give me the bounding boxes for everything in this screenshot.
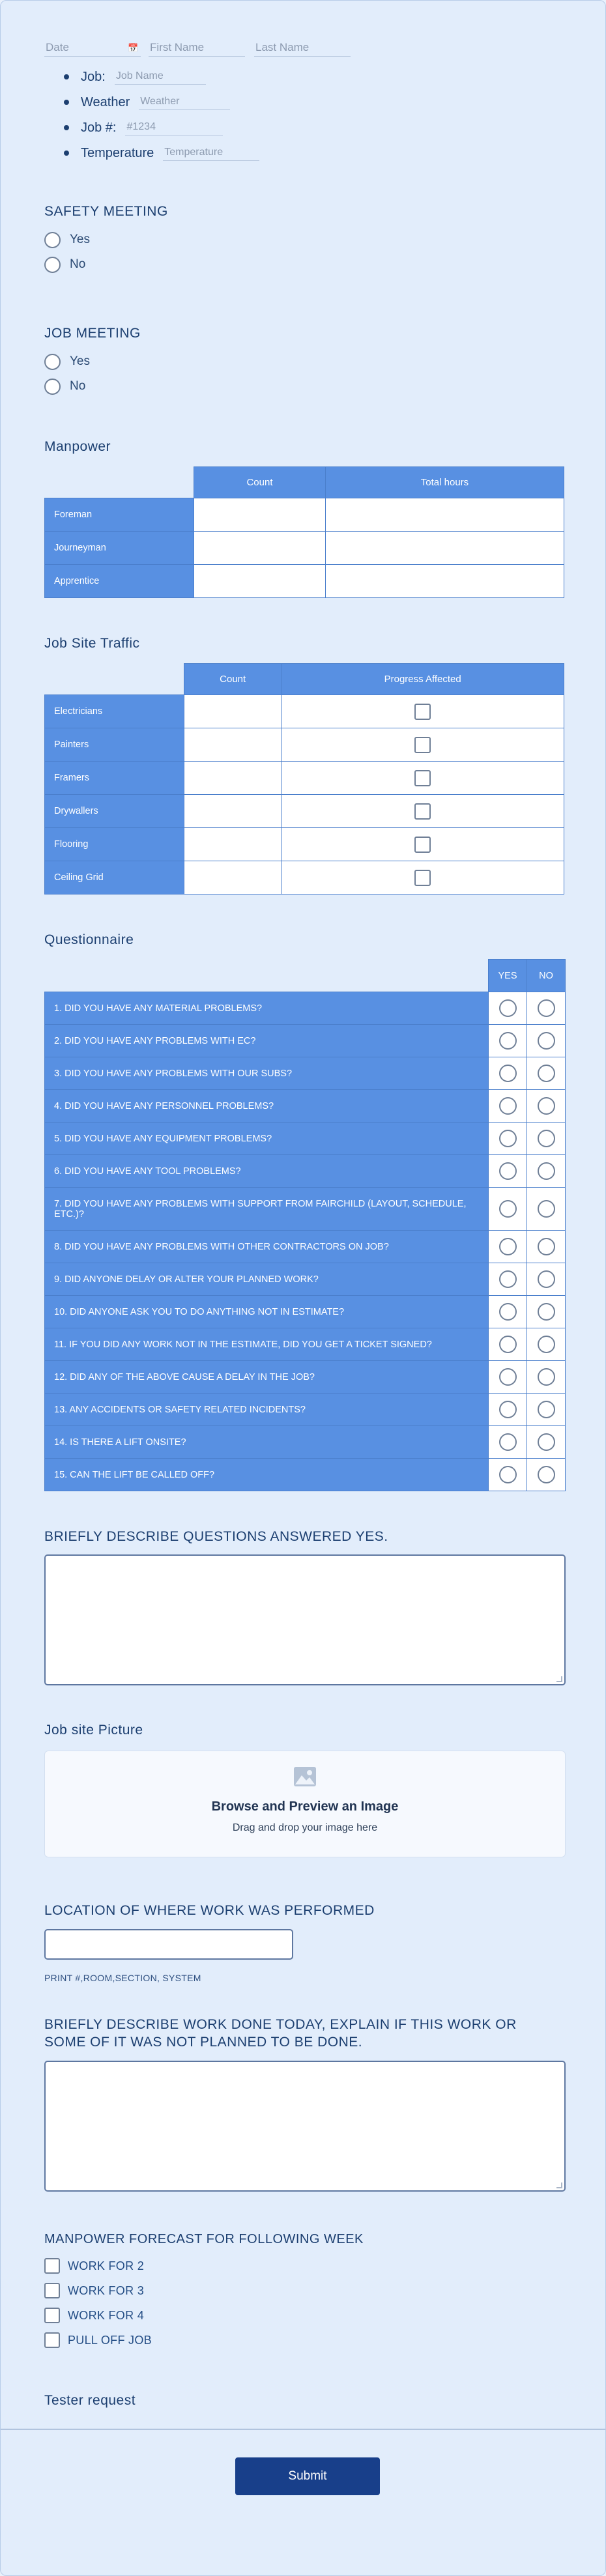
table-row <box>45 762 564 795</box>
no-cell <box>527 1123 566 1155</box>
job-meeting-options <box>44 349 562 399</box>
yes-radio[interactable] <box>499 1270 517 1288</box>
row-label: Ceiling Grid <box>45 861 184 894</box>
count-cell[interactable] <box>184 695 281 728</box>
option-label: Yes <box>70 233 90 246</box>
question-row <box>45 1263 566 1296</box>
progress-checkbox[interactable] <box>414 803 431 820</box>
row-label: Foreman <box>45 498 194 532</box>
empty-corner <box>45 664 184 695</box>
job-meeting-no-option[interactable] <box>44 374 562 399</box>
image-icon-wrap <box>45 1751 565 1790</box>
no-radio[interactable] <box>538 1401 555 1418</box>
job-number-input[interactable] <box>125 120 223 136</box>
bullet <box>64 150 69 156</box>
progress-checkbox[interactable] <box>414 737 431 753</box>
upload-subtitle: Drag and drop your image here <box>232 1822 378 1833</box>
manpower-table <box>44 466 564 598</box>
question-text: 3. DID YOU HAVE ANY PROBLEMS WITH OUR SUBS? <box>45 1057 489 1090</box>
manpower-title: Manpower <box>44 439 111 454</box>
progress-cell <box>281 861 564 894</box>
column-header: Count <box>194 467 326 498</box>
empty-corner <box>45 960 489 992</box>
yes-radio[interactable] <box>499 1433 517 1451</box>
question-text: 15. CAN THE LIFT BE CALLED OFF? <box>45 1459 489 1491</box>
yes-radio[interactable] <box>499 1238 517 1255</box>
row-label: Framers <box>45 762 184 795</box>
progress-checkbox[interactable] <box>414 704 431 720</box>
forecast-option[interactable] <box>44 2278 562 2303</box>
yes-cell <box>489 992 527 1025</box>
question-text: 5. DID YOU HAVE ANY EQUIPMENT PROBLEMS? <box>45 1123 489 1155</box>
yes-cell <box>489 1123 527 1155</box>
table-row <box>45 795 564 828</box>
job-label: Job: <box>81 70 106 84</box>
option-label: Yes <box>70 354 90 368</box>
row-label: Painters <box>45 728 184 762</box>
progress-checkbox[interactable] <box>414 870 431 886</box>
resize-handle[interactable] <box>556 2182 562 2188</box>
yes-cell <box>489 1090 527 1123</box>
row-label: Drywallers <box>45 795 184 828</box>
image-upload-area[interactable] <box>44 1751 566 1857</box>
work-done-title: BRIEFLY DESCRIBE WORK DONE TODAY, EXPLAIN IF THIS WORK OR SOME OF IT WAS NOT PLANNED TO BE DONE. <box>44 2017 517 2050</box>
table-row <box>45 828 564 861</box>
yes-cell <box>489 1296 527 1328</box>
count-cell[interactable] <box>184 795 281 828</box>
column-header: Count <box>184 664 281 695</box>
table-row <box>45 532 564 565</box>
question-text: 10. DID ANYONE ASK YOU TO DO ANYTHING NOT IN ESTIMATE? <box>45 1296 489 1328</box>
row-label: Journeyman <box>45 532 194 565</box>
safety-yes-option[interactable] <box>44 227 562 252</box>
upload-title: Browse and Preview an Image <box>211 1799 399 1814</box>
no-radio[interactable] <box>538 1065 555 1082</box>
radio-button[interactable] <box>44 232 61 248</box>
yes-cell <box>489 1188 527 1231</box>
question-text: 13. ANY ACCIDENTS OR SAFETY RELATED INCIDENTS? <box>45 1394 489 1426</box>
option-label: No <box>70 257 86 271</box>
job-info-item <box>64 136 562 161</box>
location-title: LOCATION OF WHERE WORK WAS PERFORMED <box>44 1903 375 1918</box>
question-row <box>45 1394 566 1426</box>
picture-title: Job site Picture <box>44 1723 143 1738</box>
count-cell[interactable] <box>194 532 326 565</box>
hours-cell[interactable] <box>325 532 564 565</box>
row-label: Flooring <box>45 828 184 861</box>
question-text: 8. DID YOU HAVE ANY PROBLEMS WITH OTHER CONTRACTORS ON JOB? <box>45 1231 489 1263</box>
yes-radio[interactable] <box>499 1097 517 1115</box>
column-header: Progress Affected <box>281 664 564 695</box>
yes-cell <box>489 1231 527 1263</box>
no-cell <box>527 1090 566 1123</box>
count-cell[interactable] <box>184 828 281 861</box>
tester-request-title: Tester request <box>44 2393 136 2408</box>
job-meeting-yes-option[interactable] <box>44 349 562 374</box>
question-row <box>45 1426 566 1459</box>
column-header: Total hours <box>325 467 564 498</box>
progress-cell <box>281 795 564 828</box>
no-cell <box>527 1263 566 1296</box>
no-cell <box>527 1328 566 1361</box>
question-row <box>45 1188 566 1231</box>
question-row <box>45 1123 566 1155</box>
forecast-checkbox[interactable] <box>44 2308 60 2323</box>
job-info-item <box>64 110 562 136</box>
yes-cell <box>489 1155 527 1188</box>
no-cell <box>527 1057 566 1090</box>
progress-checkbox[interactable] <box>414 837 431 853</box>
job-info-list <box>44 59 562 161</box>
forecast-checkbox[interactable] <box>44 2283 60 2298</box>
safety-no-option[interactable] <box>44 252 562 277</box>
no-cell <box>527 1231 566 1263</box>
temperature-label: Temperature <box>81 146 154 160</box>
submit-button[interactable]: Submit <box>235 2457 380 2495</box>
progress-cell <box>281 762 564 795</box>
job-info-item <box>64 59 562 85</box>
yes-radio[interactable] <box>499 1368 517 1386</box>
option-label: No <box>70 379 86 393</box>
hours-cell[interactable] <box>325 565 564 598</box>
progress-cell <box>281 695 564 728</box>
forecast-options <box>44 2254 562 2353</box>
image-icon <box>293 1766 317 1787</box>
location-hint: PRINT #,ROOM,SECTION, SYSTEM <box>44 1973 201 1983</box>
yes-radio[interactable] <box>499 1032 517 1050</box>
no-header: NO <box>527 960 566 992</box>
question-row <box>45 1459 566 1491</box>
count-cell[interactable] <box>184 728 281 762</box>
forecast-option[interactable] <box>44 2254 562 2278</box>
no-radio[interactable] <box>538 1466 555 1483</box>
question-row <box>45 1296 566 1328</box>
table-row <box>45 695 564 728</box>
no-radio[interactable] <box>538 1336 555 1353</box>
yes-cell <box>489 1394 527 1426</box>
questionnaire-title: Questionnaire <box>44 932 134 947</box>
question-text: 9. DID ANYONE DELAY OR ALTER YOUR PLANNED WORK? <box>45 1263 489 1296</box>
question-text: 14. IS THERE A LIFT ONSITE? <box>45 1426 489 1459</box>
empty-corner <box>45 467 194 498</box>
question-row <box>45 1025 566 1057</box>
radio-button[interactable] <box>44 257 61 273</box>
no-radio[interactable] <box>538 1368 555 1386</box>
yes-cell <box>489 1263 527 1296</box>
no-cell <box>527 1361 566 1394</box>
questionnaire-table <box>44 959 566 1491</box>
question-row <box>45 992 566 1025</box>
question-text: 12. DID ANY OF THE ABOVE CAUSE A DELAY IN THE JOB? <box>45 1361 489 1394</box>
briefly-yes-textarea[interactable] <box>44 1554 566 1685</box>
job-info-item <box>64 85 562 110</box>
question-row <box>45 1155 566 1188</box>
option-label: WORK FOR 4 <box>68 2308 145 2322</box>
forecast-option[interactable] <box>44 2328 562 2353</box>
no-cell <box>527 1025 566 1057</box>
option-label: WORK FOR 3 <box>68 2283 145 2297</box>
yes-cell <box>489 1361 527 1394</box>
option-label: WORK FOR 2 <box>68 2259 145 2272</box>
no-radio[interactable] <box>538 1200 555 1218</box>
yes-radio[interactable] <box>499 1303 517 1321</box>
question-row <box>45 1090 566 1123</box>
weather-input[interactable] <box>139 94 230 110</box>
question-row <box>45 1361 566 1394</box>
radio-button[interactable] <box>44 354 61 370</box>
question-text: 11. IF YOU DID ANY WORK NOT IN THE ESTIMATE, DID YOU GET A TICKET SIGNED? <box>45 1328 489 1361</box>
count-cell[interactable] <box>184 762 281 795</box>
bullet <box>64 125 69 130</box>
no-radio[interactable] <box>538 1270 555 1288</box>
no-cell <box>527 1394 566 1426</box>
yes-radio[interactable] <box>499 1401 517 1418</box>
no-radio[interactable] <box>538 1130 555 1147</box>
work-done-textarea[interactable] <box>44 2061 566 2192</box>
job-meeting-title: JOB MEETING <box>44 326 141 341</box>
traffic-title: Job Site Traffic <box>44 636 140 651</box>
radio-button[interactable] <box>44 379 61 395</box>
name-date-row <box>44 35 562 57</box>
safety-meeting-title: SAFETY MEETING <box>44 204 168 219</box>
temperature-input[interactable] <box>163 145 259 161</box>
no-radio[interactable] <box>538 1303 555 1321</box>
count-cell[interactable] <box>194 565 326 598</box>
question-row <box>45 1057 566 1090</box>
forecast-checkbox[interactable] <box>44 2258 60 2274</box>
bullet <box>64 74 69 79</box>
table-row <box>45 498 564 532</box>
yes-header: YES <box>489 960 527 992</box>
table-row <box>45 728 564 762</box>
question-text: 4. DID YOU HAVE ANY PERSONNEL PROBLEMS? <box>45 1090 489 1123</box>
row-label: Electricians <box>45 695 184 728</box>
no-cell <box>527 1188 566 1231</box>
safety-meeting-options <box>44 227 562 277</box>
no-radio[interactable] <box>538 1032 555 1050</box>
no-cell <box>527 1426 566 1459</box>
no-cell <box>527 1459 566 1491</box>
table-row <box>45 861 564 894</box>
no-cell <box>527 1296 566 1328</box>
no-cell <box>527 992 566 1025</box>
traffic-table <box>44 663 564 894</box>
no-cell <box>527 1155 566 1188</box>
yes-radio[interactable] <box>499 1130 517 1147</box>
question-text: 7. DID YOU HAVE ANY PROBLEMS WITH SUPPORT FROM FAIRCHILD (LAYOUT, SCHEDULE, ETC.)? <box>45 1188 489 1231</box>
question-text: 2. DID YOU HAVE ANY PROBLEMS WITH EC? <box>45 1025 489 1057</box>
location-input[interactable] <box>44 1929 293 1960</box>
yes-radio[interactable] <box>499 1200 517 1218</box>
no-radio[interactable] <box>538 1162 555 1180</box>
count-cell[interactable] <box>194 498 326 532</box>
last-name-input[interactable] <box>254 40 351 57</box>
yes-radio[interactable] <box>499 1065 517 1082</box>
yes-cell <box>489 1057 527 1090</box>
yes-radio[interactable] <box>499 999 517 1017</box>
forecast-option[interactable] <box>44 2303 562 2328</box>
question-text: 1. DID YOU HAVE ANY MATERIAL PROBLEMS? <box>45 992 489 1025</box>
yes-cell <box>489 1328 527 1361</box>
option-label: PULL OFF JOB <box>68 2333 152 2347</box>
resize-handle[interactable] <box>556 1676 562 1682</box>
hours-cell[interactable] <box>325 498 564 532</box>
no-radio[interactable] <box>538 1097 555 1115</box>
no-radio[interactable] <box>538 999 555 1017</box>
progress-cell <box>281 728 564 762</box>
date-input[interactable] <box>44 40 141 57</box>
job-name-input[interactable] <box>115 69 206 85</box>
weather-label: Weather <box>81 95 130 109</box>
yes-radio[interactable] <box>499 1466 517 1483</box>
count-cell[interactable] <box>184 861 281 894</box>
row-label: Apprentice <box>45 565 194 598</box>
bullet <box>64 100 69 105</box>
progress-cell <box>281 828 564 861</box>
job-number-label: Job #: <box>81 121 117 135</box>
briefly-yes-title: BRIEFLY DESCRIBE QUESTIONS ANSWERED YES. <box>44 1529 388 1544</box>
yes-radio[interactable] <box>499 1162 517 1180</box>
table-row <box>45 565 564 598</box>
yes-radio[interactable] <box>499 1336 517 1353</box>
question-row <box>45 1231 566 1263</box>
first-name-input[interactable] <box>149 40 245 57</box>
calendar-icon[interactable]: 📅 <box>128 43 139 53</box>
progress-checkbox[interactable] <box>414 770 431 786</box>
yes-cell <box>489 1025 527 1057</box>
no-radio[interactable] <box>538 1238 555 1255</box>
question-text: 6. DID YOU HAVE ANY TOOL PROBLEMS? <box>45 1155 489 1188</box>
question-row <box>45 1328 566 1361</box>
forecast-title: MANPOWER FORECAST FOR FOLLOWING WEEK <box>44 2232 364 2246</box>
no-radio[interactable] <box>538 1433 555 1451</box>
yes-cell <box>489 1459 527 1491</box>
forecast-checkbox[interactable] <box>44 2332 60 2348</box>
yes-cell <box>489 1426 527 1459</box>
